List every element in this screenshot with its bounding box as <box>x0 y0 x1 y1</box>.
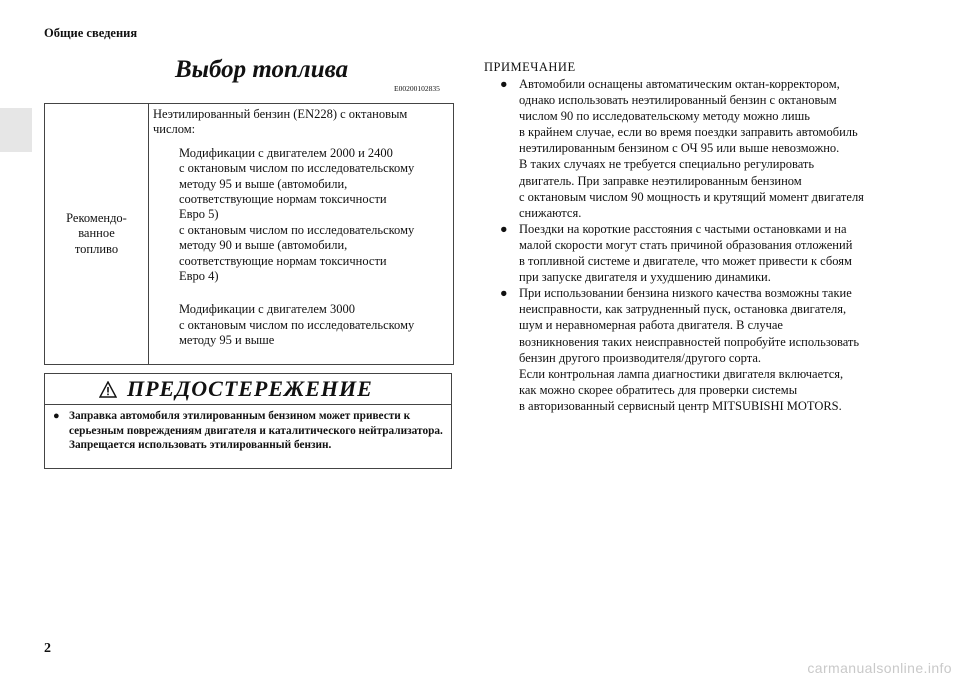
note-text: При использовании бензина низкого качества возможны такие неисправности, как затрудненный пуск, остановка двигателя, шум и неравномерная работа двигателя. В случае возникновения таких неисправностей попробуйте использовать бензин другого производителя/другого сорта. Если контрольная лампа диагностики двигателя включается, как можно скорее обратитесь для проверки системы в авторизованный сервисный центр MITSUBISHI MOTORS. <box>519 286 860 413</box>
bullet-icon: ● <box>500 286 508 301</box>
page-number: 2 <box>44 641 51 656</box>
warning-item <box>53 409 445 453</box>
fuel-label: Рекомендо- ванное топливо <box>66 210 127 256</box>
bullet-icon: ● <box>500 77 508 91</box>
fuel-label-cell <box>45 104 149 365</box>
note-text: Поездки на короткие расстояния с частыми остановками и на малой скорости могут стать причиной образования отложений в топливной системе и двигателе, что может привести к сбоям при запуске двигателя и ухудшению динамики. <box>519 221 853 285</box>
note-list <box>500 76 900 414</box>
bullet-icon: ● <box>53 410 60 422</box>
page-title: Выбор топлива <box>175 56 349 83</box>
list-item <box>500 76 900 221</box>
fuel-block-2000-2400: Модификации с двигателем 2000 и 2400 с октановым числом по исследовательскому методу 95 и выше (автомобили, соответствующие нормам токсичности Евро 5) с октановым числом по исследовательскому методу 90 и выше (автомобили, соответствующие нормам токсичности Евро 4) <box>179 145 415 284</box>
document-code: E00200102835 <box>394 84 440 93</box>
fuel-spec-cell <box>149 104 454 365</box>
section-header: Общие сведения <box>44 26 138 40</box>
list-item <box>500 285 900 414</box>
fuel-intro: Неэтилированный бензин (EN228) с октановым числом: <box>153 107 408 137</box>
warning-text: Заправка автомобиля этилированным бензином может привести к серьезным повреждениям двигателя и каталитического нейтрализатора. Запрещается использовать этилированный бензин. <box>69 410 443 451</box>
fuel-table <box>44 103 454 365</box>
warning-header <box>45 374 451 405</box>
table-row <box>45 104 454 365</box>
fuel-block-3000: Модификации с двигателем 3000 с октановым числом по исследовательскому методу 95 и выше <box>179 302 415 348</box>
warning-box <box>44 373 452 469</box>
warning-triangle-icon <box>99 381 117 398</box>
watermark: carmanualsonline.info <box>807 660 952 676</box>
bullet-icon: ● <box>500 221 508 236</box>
warning-title: ПРЕДОСТЕРЕЖЕНИЕ <box>127 376 373 401</box>
list-item <box>500 221 900 285</box>
note-title: ПРИМЕЧАНИЕ <box>484 60 576 74</box>
section-tab <box>0 108 32 152</box>
note-text: Автомобили оснащены автоматическим октан-корректором, однако использовать неэтилированный бензин с октановым числом 90 по исследовательскому методу можно лишь в крайнем случае, если во время поездки заправить автомобиль неэтилированным бензином с ОЧ 95 или выше невозможно. В таких случаях не требуется специально регулировать двигатель. При заправке неэтилированным бензином с октановым числом 90 мощность и крутящий момент двигателя снижаются. <box>519 77 864 220</box>
